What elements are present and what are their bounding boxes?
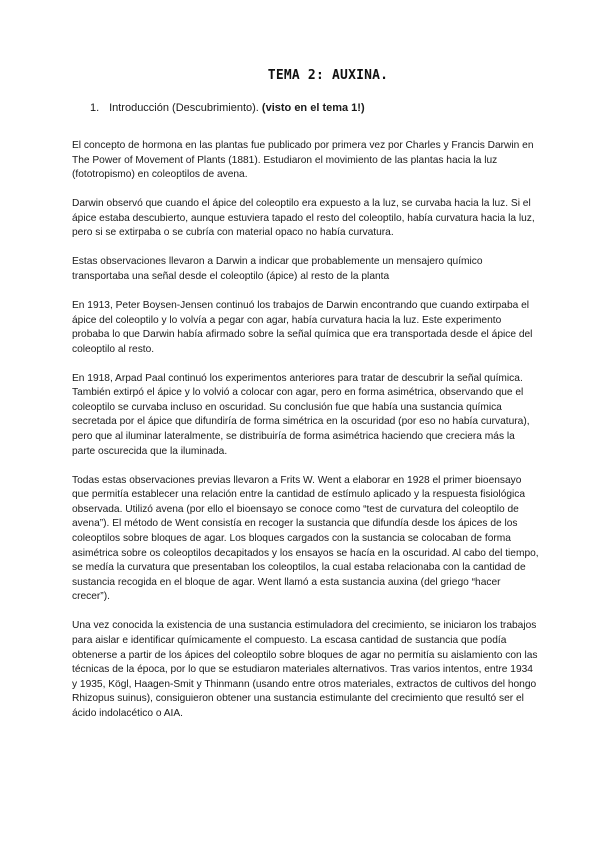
- paragraph-7: Una vez conocida la existencia de una sustancia estimuladora del crecimiento, se iniciaron los trabajos para aislar e identificar químicamente el compuesto. La escasa cantidad de sustancia que podía obtenerse a partir de los ápices del coleoptilo sobre bloques de agar no permitía su aislamiento con las técnicas de la época, por lo que se estudiaron materiales alternativos. Tras varios intentos, entre 1934 y 1935, Kögl, Haagen-Smit y Thinmann (usando entre otros materiales, extractos de cultivos del hongo Rhizopus suinus), consiguieron obtener una sustancia estimulante del crecimiento que resultó ser el ácido indolacético o AIA.: [72, 620, 538, 719]
- paragraph-4: En 1913, Peter Boysen-Jensen continuó los trabajos de Darwin encontrando que cuando extirpaba el ápice del coleoptilo y lo volvía a pegar con agar, había curvatura hacia la luz. Este experimento probaba lo que Darwin había afirmado sobre la señal química que era transportada desde el ápice del coleoptilo al resto.: [72, 299, 533, 355]
- paragraph-3: Estas observaciones llevaron a Darwin a indicar que probablemente un mensajero químico transportaba una señal desde el coleoptilo (ápice) al resto de la planta: [72, 256, 483, 282]
- paragraph-5: En 1918, Arpad Paal continuó los experimentos anteriores para tratar de descubrir la señal química. También extirpó el ápice y lo volvió a colocar con agar, pero en forma asimétrica, observando que el coleoptilo se curvaba incluso en oscuridad. Su conclusión fue que había una sustancia química secretada por el ápice que difundiría de forma simétrica en la oscuridad (por eso no había curvatura), pero que al iluminar lateralmente, se distribuiría de forma asimétrica haciendo que creciera más la parte oscurecida que la iluminada.: [72, 372, 530, 457]
- document-title: TEMA 2: AUXINA.: [267, 68, 389, 83]
- section-label: Introducción (Descubrimiento).: [109, 102, 259, 114]
- paragraph-1: El concepto de hormona en las plantas fue publicado por primera vez por Charles y Francis Darwin en The Power of Movement of Plants (1881). Estudiaron el movimiento de las plantas hacia la luz (fototropismo) en coleoptilos de avena.: [72, 140, 534, 181]
- section-note: (visto en el tema 1!): [261, 102, 365, 114]
- paragraph-2: Darwin observó que cuando el ápice del coleoptilo era expuesto a la luz, se curvaba hacia la luz. Si el ápice estaba descubierto, aunque estuviera tapado el resto del coleoptilo, había curvatura hacia la luz, pero si se extirpaba o se cubría con material opaco no había curvatura.: [72, 198, 535, 239]
- section-heading: [90, 101, 540, 116]
- paragraph-6: Todas estas observaciones previas llevaron a Frits W. Went a elaborar en 1928 el primer bioensayo que permitía establecer una relación entre la cantidad de estímulo aplicado y la respuesta fisiológica observada. Utilizó avena (por ello el bioensayo se conoce como “test de curvatura del coleoptilo de avena”). El método de Went consistía en recoger la sustancia que difundía desde los ápices de los coleoptilos sobre bloques de agar. Los bloques cargados con la sustancia se colocaban de forma asimétrica sobre os coleoptilos decapitados y los ensayos se hacía en la oscuridad. Al cabo del tiempo, se medía la curvatura que presentaban los coleoptilos, la cual estaba relacionaba con la cantidad de sustancia recogida en el bloque de agar. Went llamó a esta sustancia auxina (del griego “hacer crecer”).: [72, 474, 539, 603]
- section-number: 1.: [90, 102, 100, 114]
